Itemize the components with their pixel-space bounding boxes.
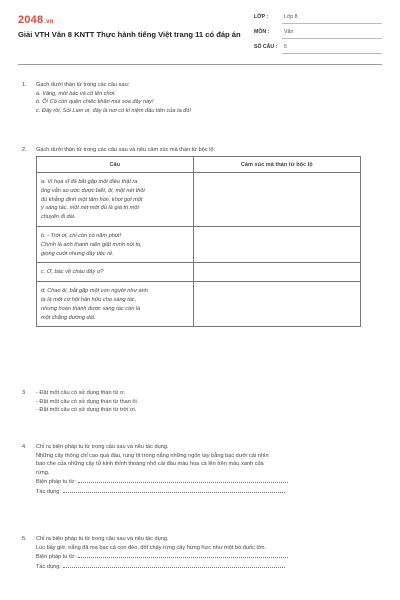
meta-underline bbox=[282, 38, 382, 39]
meta-value: 5 bbox=[284, 44, 287, 50]
meta-underline bbox=[282, 53, 382, 54]
meta-panel bbox=[254, 14, 382, 59]
cell-line: Chính là anh thanh niên giật mình nói to, bbox=[41, 241, 142, 248]
meta-row-count bbox=[254, 44, 382, 55]
answer-label: Biện pháp tu từ: bbox=[36, 479, 76, 485]
dotted-answer-line[interactable] bbox=[78, 552, 288, 558]
site-logo[interactable] bbox=[18, 14, 54, 26]
column-header: Câu bbox=[37, 157, 194, 173]
answer-label: Biện pháp tu từ: bbox=[36, 554, 76, 560]
dotted-answer-line[interactable] bbox=[78, 477, 288, 483]
quote-line: Những cây thông chỉ cao quá đầu, rung tít trong nắng những ngón tay bằng bạc dưới cái nhìn bbox=[36, 452, 269, 459]
worksheet-header bbox=[18, 14, 382, 60]
cell-line: ý sáng tác, một nét mới đủ là giá trị một bbox=[41, 205, 139, 212]
table-header-row bbox=[37, 157, 361, 173]
list-item: b. Ồ! Cô còn quên chiếc khăn mùi soa đây này! bbox=[36, 99, 154, 105]
meta-row-subject bbox=[254, 29, 382, 40]
answer-cell[interactable] bbox=[193, 282, 360, 327]
question-number: 5. bbox=[22, 536, 27, 542]
table-row bbox=[37, 173, 361, 227]
list-item: c. Đây rồi, Sói Lam ơi, đây là nơi có kỉ niệm đầu tiên của ta đó! bbox=[36, 107, 192, 114]
sentence-cell bbox=[37, 263, 194, 282]
cell-line: a. Vì họa sĩ đã bắt gặp một điều thật ra bbox=[41, 179, 138, 185]
answer-label: Tác dụng: bbox=[36, 563, 61, 570]
list-item: - Đặt một câu có sử dụng thán từ trời ơi. bbox=[36, 407, 137, 413]
meta-value: Lớp 8 bbox=[284, 14, 298, 20]
column-header: Cảm xúc mà thán từ bộc lộ bbox=[193, 157, 360, 173]
answer-line-effect[interactable] bbox=[36, 487, 380, 497]
answer-cell[interactable] bbox=[193, 226, 360, 262]
answer-label: Tác dụng: bbox=[36, 488, 61, 495]
question-number: 2. bbox=[22, 147, 27, 153]
header-divider bbox=[18, 64, 382, 65]
answer-line-device[interactable] bbox=[36, 477, 380, 487]
answer-line-effect[interactable] bbox=[36, 562, 380, 572]
cell-line: ông vẫn ao ước được biết, ôi, một nét thôi bbox=[41, 187, 145, 194]
cell-line: b. - Trời ơi, chỉ còn có năm phút! bbox=[41, 232, 122, 239]
sentence-cell bbox=[37, 173, 194, 227]
meta-value: Văn bbox=[284, 29, 294, 35]
sentence-cell bbox=[37, 226, 194, 262]
table-row bbox=[37, 263, 361, 282]
question-prompt: Gạch dưới thán từ trong các câu sau và nêu cảm xúc mà thán từ bộc lộ: bbox=[36, 147, 216, 153]
answer-table bbox=[36, 156, 361, 327]
question-prompt: Chỉ ra biện pháp tu từ trong câu sau và nêu tác dụng. bbox=[36, 536, 169, 542]
logo-main: 2048 bbox=[18, 14, 44, 26]
table-row bbox=[37, 226, 361, 262]
cell-line: đủ khẳng định một tâm hồn, khơi gợi một bbox=[41, 196, 143, 203]
list-item: - Đặt một câu có sử dụng thán từ than ôi. bbox=[36, 398, 139, 405]
sentence-cell bbox=[37, 282, 194, 327]
answer-line-device[interactable] bbox=[36, 552, 380, 562]
list-item: a. Vâng, mời bác và cô lên chơi. bbox=[36, 90, 116, 97]
cell-line: chuyến đi dài. bbox=[41, 214, 76, 221]
cell-line: ta là một cơ hội hãn hữu cho sáng tác, bbox=[41, 296, 137, 303]
cell-line: d. Chao ôi, bắt gặp một con người như anh bbox=[41, 288, 148, 295]
answer-cell[interactable] bbox=[193, 263, 360, 282]
meta-key: LỚP : bbox=[254, 14, 269, 20]
meta-key: MÔN : bbox=[254, 29, 270, 35]
question-number: 3. bbox=[22, 390, 27, 396]
quote-line: bao che của những cây tử kinh thỉnh thoảng nhô cái đầu màu hoa cà lên trên màu xanh của bbox=[36, 461, 264, 467]
cell-line: nhưng hoàn thành được sáng tác còn là bbox=[41, 305, 141, 312]
question-prompt: Gạch dưới thán từ trong các câu sau: bbox=[36, 82, 130, 88]
meta-underline bbox=[282, 23, 382, 24]
dotted-answer-line[interactable] bbox=[63, 562, 285, 568]
cell-line: giọng cười nhưng đầy tiếc rẻ. bbox=[41, 250, 114, 257]
question-number: 4. bbox=[22, 444, 27, 450]
list-item: - Đặt một câu có sử dụng thán từ ơ. bbox=[36, 390, 126, 396]
answer-cell[interactable] bbox=[193, 173, 360, 227]
cell-line: c. Ơ, bác vẽ cháu đấy ư? bbox=[41, 269, 104, 276]
logo-suffix: .vn bbox=[44, 19, 54, 25]
cell-line: một chặng đường dài. bbox=[41, 314, 96, 321]
meta-key: SỐ CÂU : bbox=[254, 44, 278, 50]
page-title: Giải VTH Văn 8 KNTT Thực hành tiếng Việt trang 11 có đáp án bbox=[18, 30, 241, 39]
quote-line: rừng. bbox=[36, 469, 50, 476]
dotted-answer-line[interactable] bbox=[63, 487, 285, 493]
question-number: 1. bbox=[22, 82, 27, 88]
table-row bbox=[37, 282, 361, 327]
meta-row-class bbox=[254, 14, 382, 25]
quote-line: Lúc bấy giờ, nắng đã mạ bạc cả con đèo, đốt cháy rừng cây hừng hực như một bó đuốc lớn. bbox=[36, 544, 267, 551]
question-prompt: Chỉ ra biện pháp tu từ trong câu sau và nêu tác dụng. bbox=[36, 444, 169, 450]
